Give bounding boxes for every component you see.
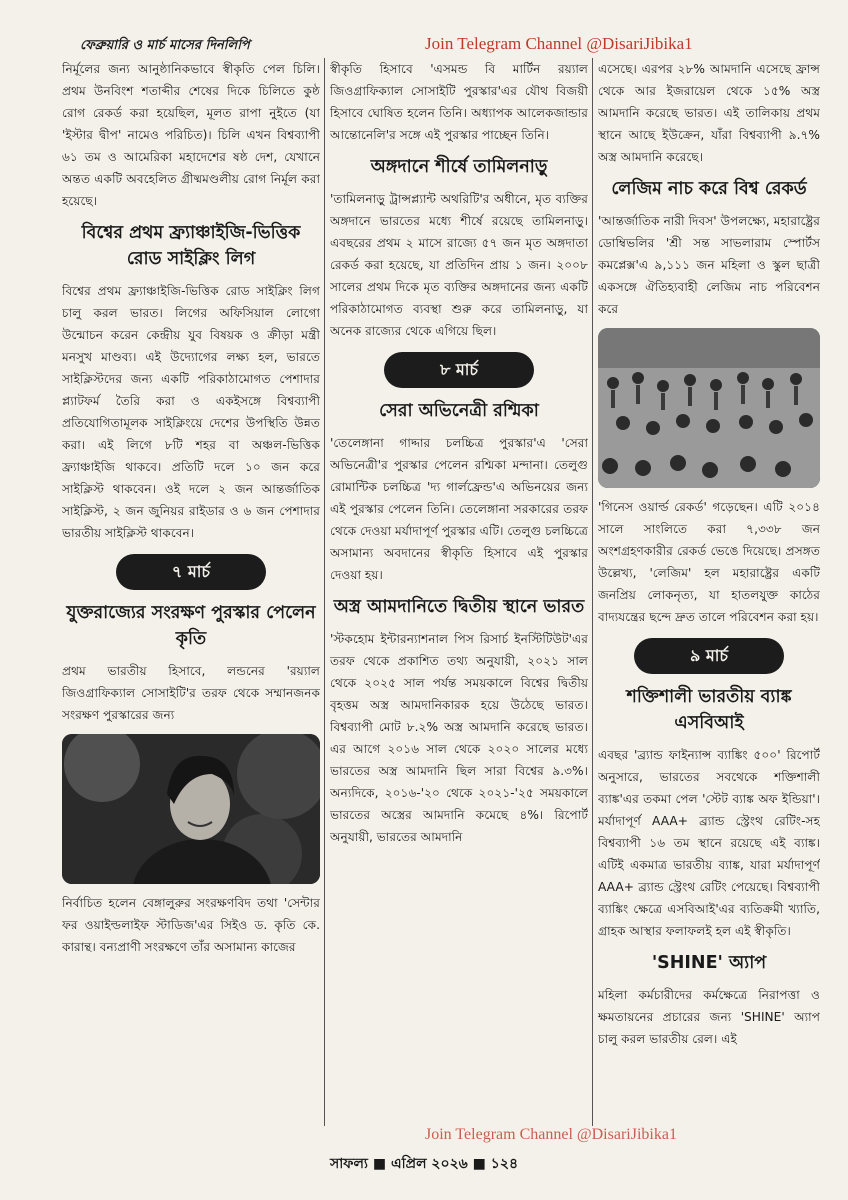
column-divider — [592, 58, 593, 1126]
article-text: 'গিনেস ওয়ার্ল্ড রেকর্ড' গড়েছেন। এটি ২০১৪ সালে সাংলিতে করা ৭,৩৩৮ জন অংশগ্রহণকারীর রেকর্ড ভেঙে দিয়েছে। প্রসঙ্গত উল্লেখ্য, 'লেজিম' হল মহারাষ্ট্রের একটি জনপ্রিয় লোকনৃত্য, যা হাতলযুক্ত কাঠের বাদ্যযন্ত্রের ছন্দে দ্রুত তালে পরিবেশন করা হয়। — [598, 500, 820, 624]
article-text: প্রথম ভারতীয় হিসাবে, লন্ডনের 'রয়্যাল জিওগ্রাফিক্যাল সোসাইটি'র তরফ থেকে সম্মানজনক সংরক্ষণ পুরস্কারের জন্য — [62, 664, 320, 722]
date-badge: ৯ মার্চ — [634, 638, 784, 674]
article-text: মহিলা কর্মচারীদের কর্মক্ষেত্রে নিরাপত্তা ও ক্ষমতায়নের প্রচারের জন্য 'SHINE' অ্যাপ চালু করল ভারতীয় রেল। এই — [598, 988, 820, 1046]
date-badge: ৮ মার্চ — [384, 352, 534, 388]
article-text: নির্বাচিত হলেন বেঙ্গালুরুর সংরক্ষণবিদ তথা 'সেন্টার ফর ওয়াইল্ডলাইফ স্টাডিজ'এর সিইও ড. কৃতি কে. কারান্থ। বন্যপ্রাণী সংরক্ষণে তাঁর অসামান্য কাজের — [62, 896, 320, 954]
article-heading: লেজিম নাচ করে বিশ্ব রেকর্ড — [611, 179, 807, 199]
column-3 — [598, 58, 820, 1126]
article-text: স্বীকৃতি হিসাবে 'এসমন্ড বি মার্টিন রয়্যাল জিওগ্রাফিক্যাল সোসাইটি পুরস্কার'এর যৌথ বিজয়ী হিসাবে ঘোষিত হলেন তিনি। অধ্যাপক আলেকজান্ডার আন্তোনেলি'র সঙ্গে এই পুরস্কার পাচ্ছেন তিনি। — [330, 62, 588, 142]
column-1 — [62, 58, 320, 1126]
article-text: 'তামিলনাড়ু ট্রান্সপ্ল্যান্ট অথরিটি'র অধীনে, মৃত ব্যক্তির অঙ্গদানে ভারতের মধ্যে শীর্ষে রয়েছে তামিলনাড়ু। এবছরের প্রথম ২ মাসে রাজ্যে ৫৭ জন মৃত অঙ্গদাতা রেকর্ড করা হয়েছে, যা প্রতিদিন প্রায় ১ জন। ২০০৮ সালের প্রথম দিকে মৃত ব্যক্তির অঙ্গদানের জন্য একটি পরিকাঠামোগত ব্যবস্থা শুরু করে তামিলনাড়ু, যা অনেক রাজ্যের থেকে এগিয়ে ছিল। — [330, 192, 588, 338]
lezim-dance-photo — [598, 328, 820, 488]
telegram-watermark-top[interactable]: Join Telegram Channel @DisariJibika1 — [425, 34, 693, 53]
article-heading: যুক্তরাজ্যের সংরক্ষণ পুরস্কার পেলেন কৃতি — [66, 603, 316, 649]
article-text: বিশ্বের প্রথম ফ্র্যাঞ্চাইজি-ভিত্তিক রোড সাইক্লিং লিগ চালু করল ভারত। লিগের অফিসিয়াল লোগো উন্মোচন করেন কেন্দ্রীয় যুব বিষয়ক ও ক্রীড়া মন্ত্রী মনসুখ মাণ্ডব্য। এই উদ্যোগের লক্ষ্য হল, ভারতে সাইক্লিস্টদের জন্য একটি পরিকাঠামোগত পেশাদার প্ল্যাটফর্ম তৈরি করা ও একইসঙ্গে বিশ্বব্যাপী প্রতিযোগিতামূলক সাইক্লিংয়ে দেশের উপস্থিতি উন্নত করা। এই লিগে ৮টি শহর বা অঞ্চল-ভিত্তিক ফ্র্যাঞ্চাইজি থাকবে। প্রতিটি দলে ১০ জন করে সাইক্লিস্ট থাকবেন। ওই দলে ২ জন আন্তর্জাতিক সাইক্লিস্ট, ২ জন জুনিয়র রাইডার ও ৬ জন পেশাদার ভারতীয় সাইক্লিস্ট থাকবেন। — [62, 284, 320, 540]
article-text: 'তেলেঙ্গানা গাদ্দার চলচ্চিত্র পুরস্কার'এ 'সেরা অভিনেত্রী'র পুরস্কার পেলেন রশ্মিকা মন্দানা। তেলুগু রোমান্টিক চলচ্চিত্র 'দ্য গার্লফ্রেন্ড'এ অভিনয়ের জন্য এই পুরস্কার পেলেন তিনি। তেলেঙ্গানা সরকারের তরফ থেকে দেওয়া মর্যাদাপূর্ণ পুরস্কার এটি। তেলুগু চলচ্চিত্রে অসামান্য অবদানের স্বীকৃতি হিসাবে এই পুরস্কার দেওয়া হয়। — [330, 436, 588, 582]
article-text: 'আন্তর্জাতিক নারী দিবস' উপলক্ষ্যে, মহারাষ্ট্রের ডোম্বিভলির 'শ্রী সন্ত সাভলারাম স্পোর্টস কমপ্লেক্স'এ ৯,১১১ জন মহিলা ও স্কুল ছাত্রী একসঙ্গে ঐতিহ্যবাহী লেজিম নাচ পরিবেশন করে — [598, 214, 820, 316]
telegram-watermark-bottom[interactable]: Join Telegram Channel @DisariJibika1 — [425, 1126, 677, 1143]
column-2 — [330, 58, 588, 1126]
article-text: 'স্টকহোম ইন্টারন্যাশনাল পিস রিসার্চ ইনস্টিটিউট'এর তরফ থেকে প্রকাশিত তথ্য অনুযায়ী, ২০২১ সাল থেকে ২০২৫ সাল পর্যন্ত সময়কালে বিশ্বের দ্বিতীয় বৃহত্তম অস্ত্র আমদানিকারক হয়ে উঠেছে ভারত। বিশ্বব্যাপী মোট ৮.২% অস্ত্র আমদানি করেছে ভারত। এর আগে ২০১৬ সাল থেকে ২০২০ সালের মধ্যে ভারতের অস্ত্র আমদানি ছিল সারা বিশ্বের ৯.৩%। অন্যদিকে, ২০১৬-'২০ থেকে ২০২১-'২৫ সময়কালে ভারতের অস্ত্রের আমদানি কমেছে ৪%। রিপোর্ট অনুযায়ী, ভারতের আমদানি — [330, 632, 588, 844]
article-heading: 'SHINE' অ্যাপ — [651, 953, 767, 973]
column-divider — [324, 58, 325, 1126]
date-badge: ৭ মার্চ — [116, 554, 266, 590]
page-footer: সাফল্য ■ এপ্রিল ২০২৬ ■ ১২৪ — [329, 1156, 519, 1172]
article-heading: সেরা অভিনেত্রী রশ্মিকা — [379, 401, 539, 421]
article-text: এসেছে। এরপর ২৮% আমদানি এসেছে ফ্রান্স থেকে আর ইজরায়েল থেকে ১৫% অস্ত্র আমদানি করেছে ভারত। এই তালিকায় প্রথম স্থানে আছে ইউক্রেন, যাঁরা বিশ্বব্যাপী ৯.৭% অস্ত্র আমদানি করেছে। — [598, 62, 820, 164]
kriti-portrait-photo — [62, 734, 320, 884]
article-heading: অস্ত্র আমদানিতে দ্বিতীয় স্থানে ভারত — [333, 597, 585, 617]
article-text: নির্মূলের জন্য আনুষ্ঠানিকভাবে স্বীকৃতি পেল চিলি। প্রথম উনবিংশ শতাব্দীর শেষের দিকে চিলিতে কুষ্ঠ রোগ রেকর্ড করা হয়েছিল, মূলত রাপা নুইতে (যা 'ইস্টার দ্বীপ' নামেও পরিচিত)। চিলি এখন বিশ্বব্যাপী ৬১ তম ও আমেরিকা মহাদেশের ষষ্ঠ দেশ, যেখানে অন্তত একটি অবহেলিত গ্রীষ্মমণ্ডলীয় রোগ নির্মূল করা হয়েছে। — [62, 62, 320, 208]
article-heading: অঙ্গদানে শীর্ষে তামিলনাড়ু — [370, 157, 548, 177]
article-heading: বিশ্বের প্রথম ফ্র্যাঞ্চাইজি-ভিত্তিক রোড সাইক্লিং লিগ — [81, 223, 301, 269]
article-heading: শক্তিশালী ভারতীয় ব্যাঙ্ক এসবিআই — [626, 687, 792, 733]
article-text: এবছর 'ব্র্যান্ড ফাইন্যান্স ব্যাঙ্কিং ৫০০' রিপোর্ট অনুসারে, ভারতের সবথেকে শক্তিশালী ব্যাঙ্ক'এর তকমা পেল 'স্টেট ব্যাঙ্ক অফ ইন্ডিয়া'। মর্যাদাপূর্ণ AAA+ ব্র্যান্ড স্ট্রেংথ রেটিং-সহ বিশ্বব্যাপী ১৬ তম স্থানে রয়েছে এই ব্যাঙ্ক। এটিই একমাত্র ভারতীয় ব্যাঙ্ক, যারা মর্যাদাপূর্ণ AAA+ ব্র্যান্ড স্ট্রেংথ রেটিং পেয়েছে। বিশ্বব্যাপী ব্যাঙ্কিং ক্ষেত্রে এসবিআই'এর ব্যতিক্রমী খ্যাতি, গ্রাহক আস্থার ফলাফলই হল এই স্বীকৃতি। — [598, 748, 820, 938]
section-title: ফেব্রুয়ারি ও মার্চ মাসের দিনলিপি — [80, 38, 250, 53]
